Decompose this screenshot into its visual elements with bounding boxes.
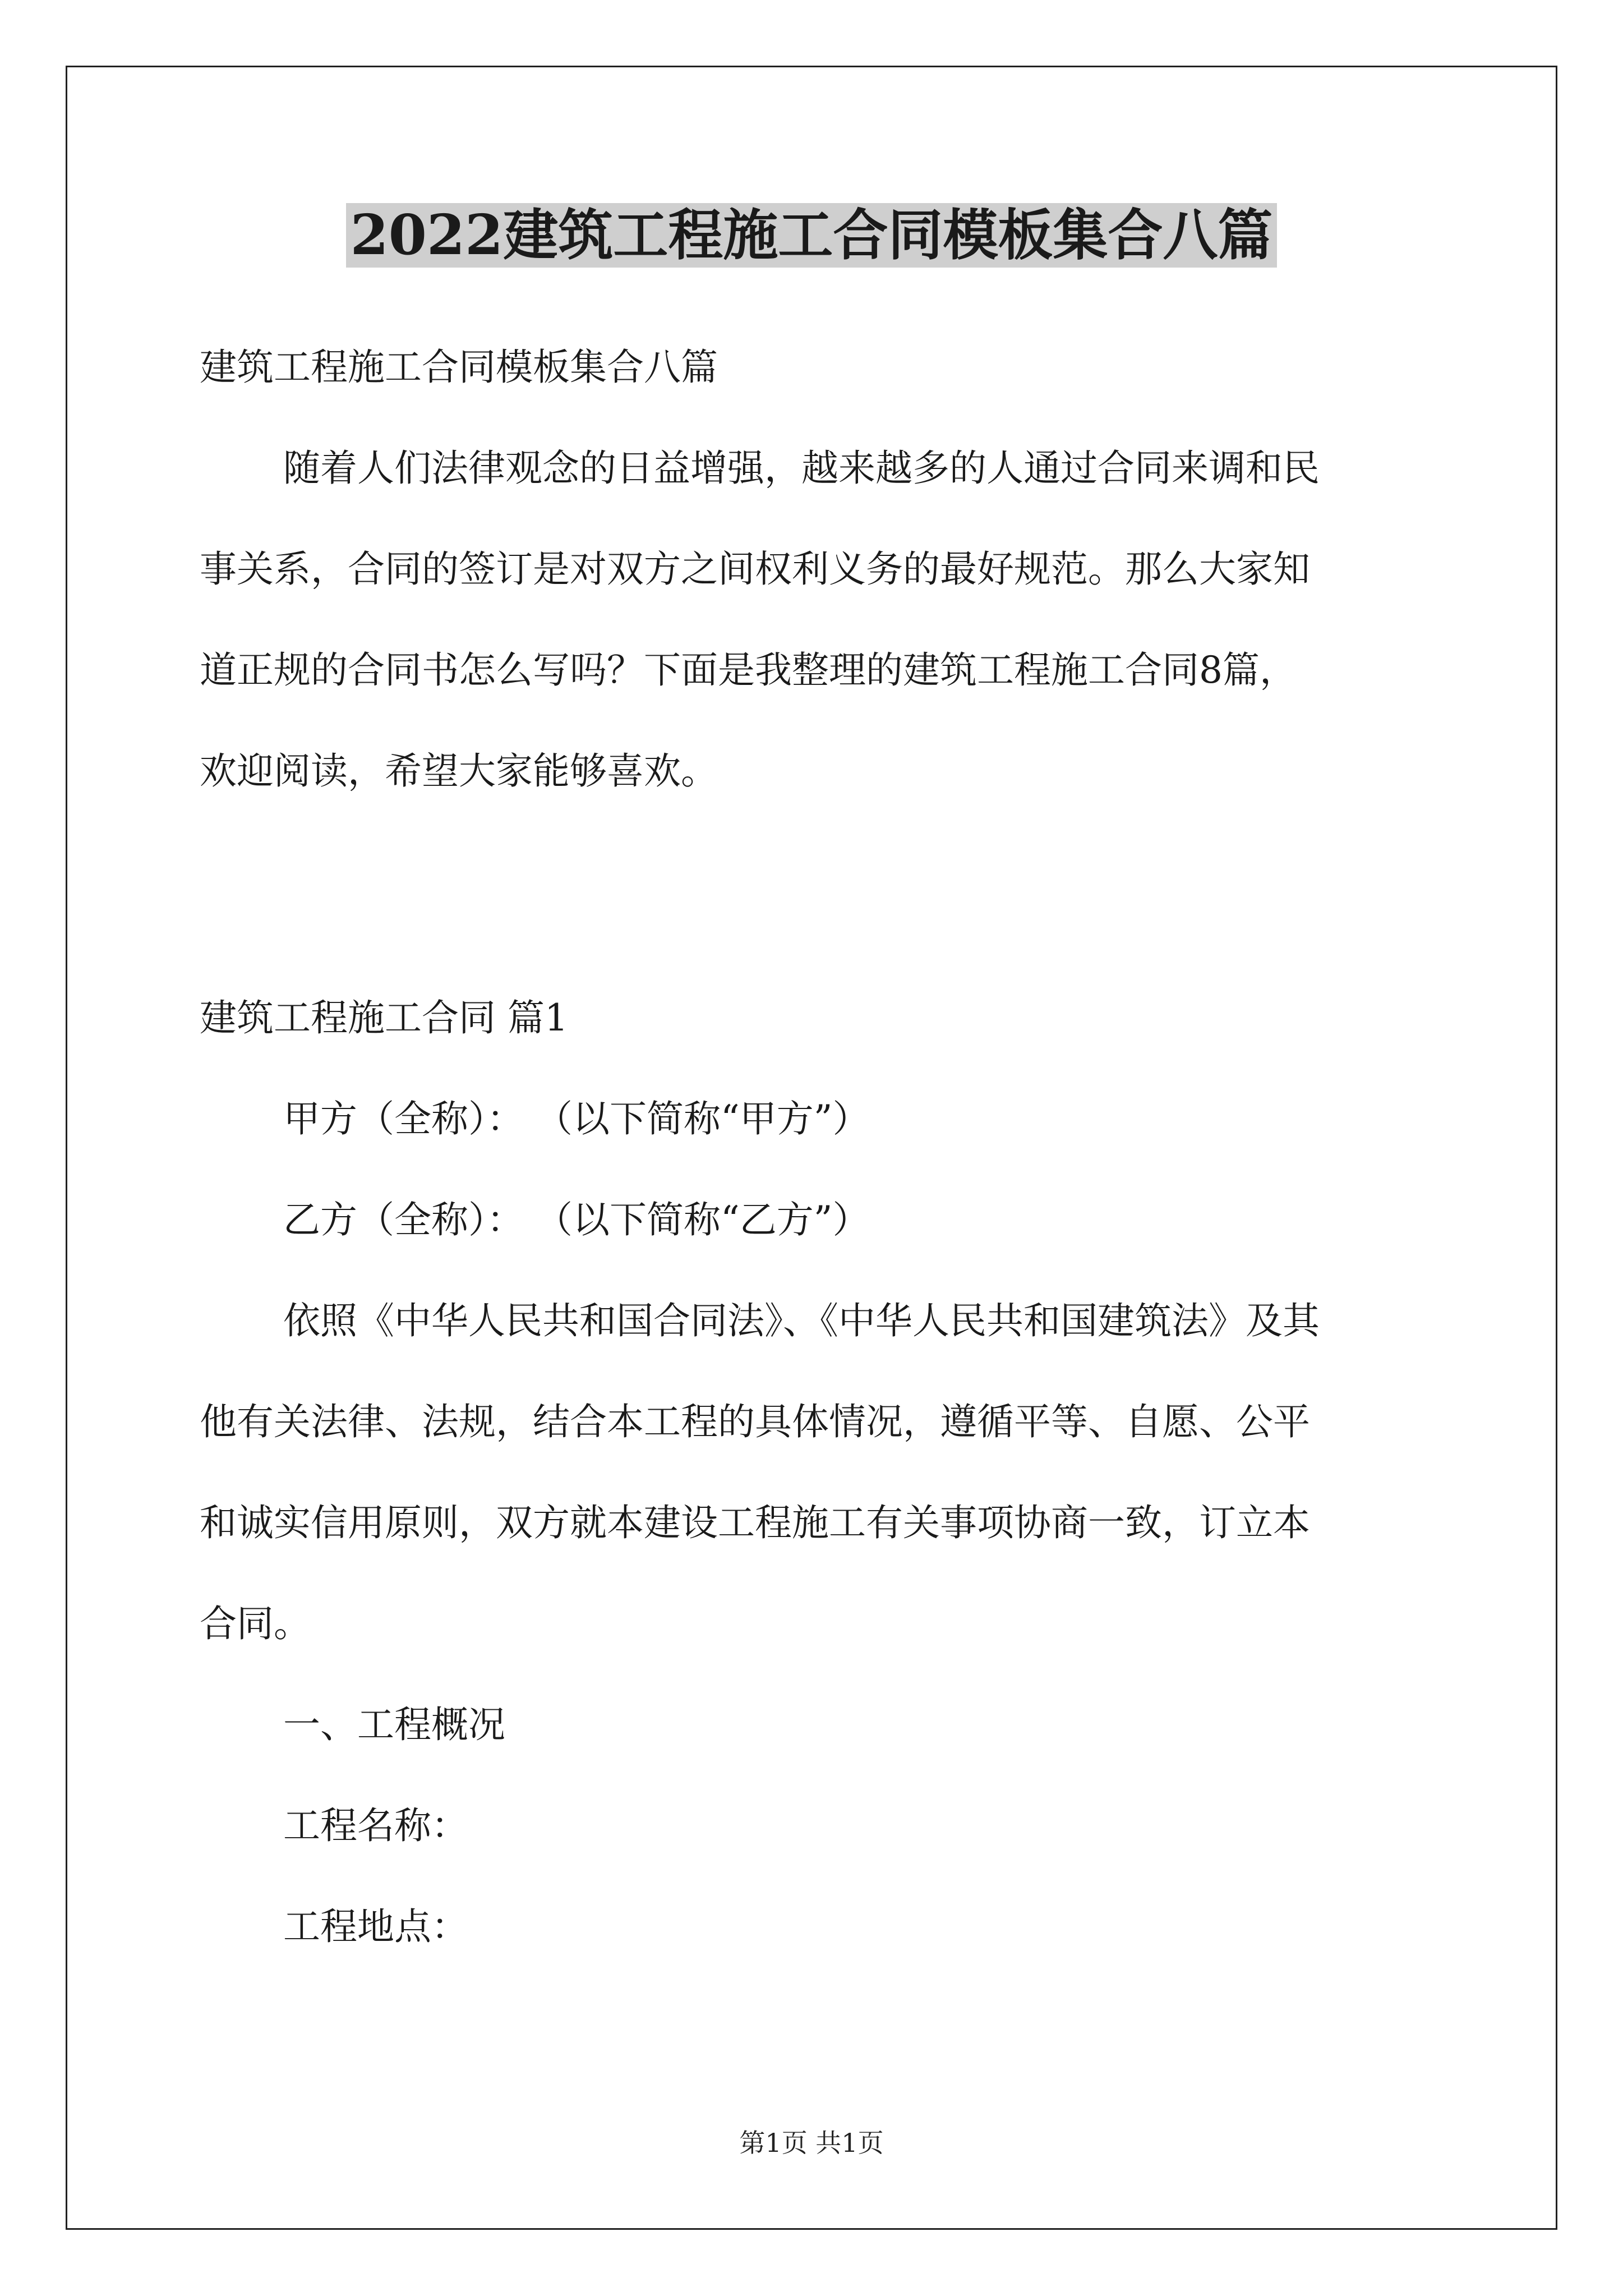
basis-line: 依照《中华人民共和国合同法》、《中华人民共和国建筑法》及其 <box>283 1299 1320 1342</box>
section-heading: 建筑工程施工合同 篇1 <box>200 996 568 1039</box>
clause-heading: 一、工程概况 <box>283 1703 505 1746</box>
party-b-line: 乙方（全称）： （以下简称“乙方”） <box>283 1198 870 1241</box>
intro-paragraph <box>200 440 1428 844</box>
intro-line: 事关系，合同的签订是对双方之间权利义务的最好规范。那么大家知 <box>200 547 1310 591</box>
party-a-line: 甲方（全称）： （以下简称“甲方”） <box>283 1097 870 1140</box>
intro-line: 欢迎阅读，希望大家能够喜欢。 <box>200 749 718 793</box>
document-title: 2022建筑工程施工合同模板集合八篇 <box>0 199 1623 272</box>
basis-line: 合同。 <box>200 1602 311 1645</box>
intro-line: 道正规的合同书怎么写吗？下面是我整理的建筑工程施工合同8篇， <box>200 648 1297 692</box>
project-location-field: 工程地点： <box>283 1905 468 1948</box>
basis-line: 他有关法律、法规，结合本工程的具体情况，遵循平等、自愿、公平 <box>200 1400 1310 1443</box>
document-subtitle: 建筑工程施工合同模板集合八篇 <box>200 346 718 389</box>
basis-line: 和诚实信用原则，双方就本建设工程施工有关事项协商一致，订立本 <box>200 1501 1310 1544</box>
project-name-field: 工程名称： <box>283 1804 468 1847</box>
intro-line: 随着人们法律观念的日益增强，越来越多的人通过合同来调和民 <box>283 447 1320 490</box>
basis-paragraph <box>200 1293 1428 1697</box>
page-number-footer: 第1页 共1页 <box>739 2128 884 2158</box>
